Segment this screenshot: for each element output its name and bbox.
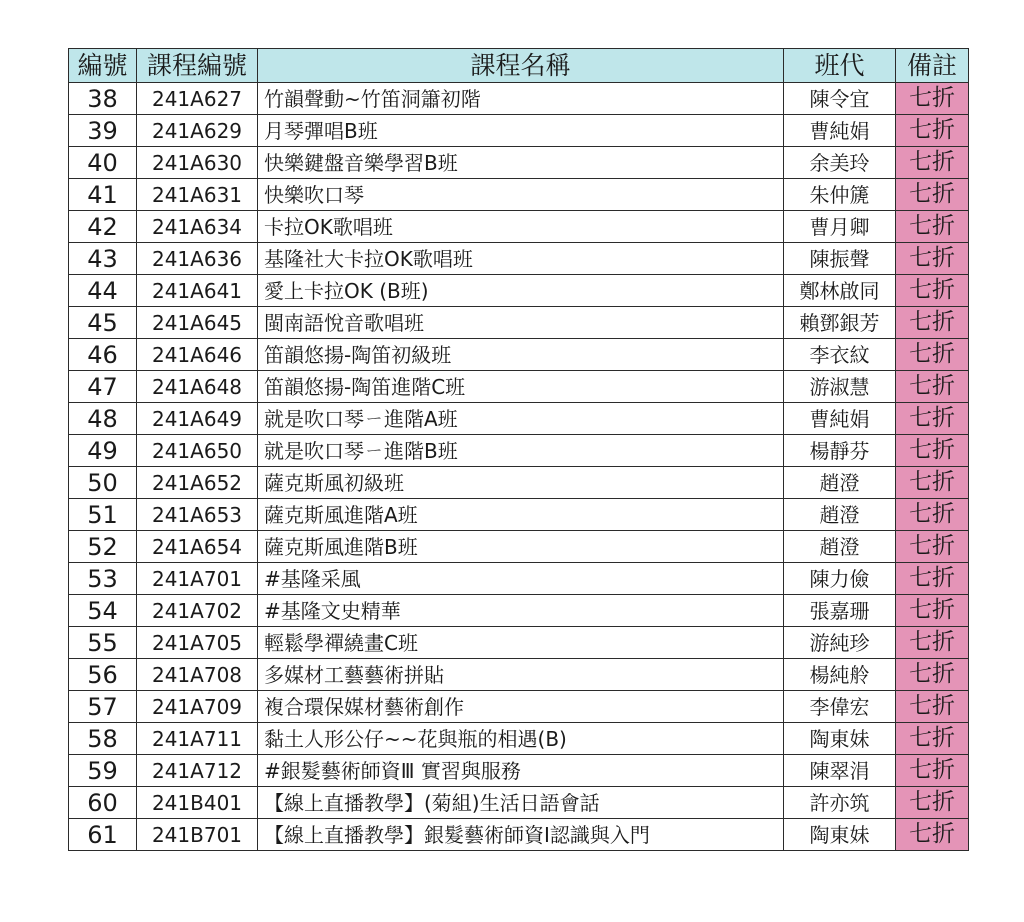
course-name: 閩南語悅音歌唱班 bbox=[258, 307, 784, 339]
course-code: 241A648 bbox=[137, 371, 258, 403]
course-code: 241A627 bbox=[137, 83, 258, 115]
table-row bbox=[69, 307, 969, 339]
row-number: 43 bbox=[69, 243, 137, 275]
discount-note: 七折 bbox=[896, 691, 969, 723]
row-number: 54 bbox=[69, 595, 137, 627]
course-code: 241A712 bbox=[137, 755, 258, 787]
discount-note: 七折 bbox=[896, 243, 969, 275]
header-course-code: 課程編號 bbox=[137, 49, 258, 83]
course-code: 241A705 bbox=[137, 627, 258, 659]
class-representative: 曹純娟 bbox=[784, 403, 896, 435]
course-code: 241A652 bbox=[137, 467, 258, 499]
table-row bbox=[69, 467, 969, 499]
table-header bbox=[69, 49, 969, 83]
discount-note: 七折 bbox=[896, 755, 969, 787]
row-number: 61 bbox=[69, 819, 137, 851]
row-number: 41 bbox=[69, 179, 137, 211]
table-row bbox=[69, 755, 969, 787]
header-class-representative: 班代 bbox=[784, 49, 896, 83]
table-row bbox=[69, 595, 969, 627]
table-row bbox=[69, 403, 969, 435]
course-code: 241A711 bbox=[137, 723, 258, 755]
course-name: #基隆文史精華 bbox=[258, 595, 784, 627]
discount-note: 七折 bbox=[896, 115, 969, 147]
table-row bbox=[69, 691, 969, 723]
row-number: 38 bbox=[69, 83, 137, 115]
table-row bbox=[69, 371, 969, 403]
course-name: 黏土人形公仔~~花與瓶的相遇(B) bbox=[258, 723, 784, 755]
course-name: 薩克斯風初級班 bbox=[258, 467, 784, 499]
class-representative: 賴鄧銀芳 bbox=[784, 307, 896, 339]
discount-note: 七折 bbox=[896, 499, 969, 531]
row-number: 59 bbox=[69, 755, 137, 787]
discount-note: 七折 bbox=[896, 723, 969, 755]
class-representative: 陳令宜 bbox=[784, 83, 896, 115]
course-code: 241A636 bbox=[137, 243, 258, 275]
row-number: 52 bbox=[69, 531, 137, 563]
course-name: 【線上直播教學】銀髮藝術師資Ⅰ認識與入門 bbox=[258, 819, 784, 851]
discount-note: 七折 bbox=[896, 659, 969, 691]
class-representative: 游淑慧 bbox=[784, 371, 896, 403]
row-number: 45 bbox=[69, 307, 137, 339]
course-name: 薩克斯風進階B班 bbox=[258, 531, 784, 563]
class-representative: 楊靜芬 bbox=[784, 435, 896, 467]
course-code: 241A631 bbox=[137, 179, 258, 211]
class-representative: 楊純舲 bbox=[784, 659, 896, 691]
header-course-name: 課程名稱 bbox=[258, 49, 784, 83]
table-row bbox=[69, 275, 969, 307]
course-code: 241A641 bbox=[137, 275, 258, 307]
row-number: 47 bbox=[69, 371, 137, 403]
row-number: 57 bbox=[69, 691, 137, 723]
discount-note: 七折 bbox=[896, 307, 969, 339]
course-name: 笛韻悠揚-陶笛進階C班 bbox=[258, 371, 784, 403]
class-representative: 趙澄 bbox=[784, 467, 896, 499]
header-note: 備註 bbox=[896, 49, 969, 83]
course-code: 241A630 bbox=[137, 147, 258, 179]
class-representative: 李偉宏 bbox=[784, 691, 896, 723]
table-body bbox=[69, 83, 969, 851]
discount-note: 七折 bbox=[896, 787, 969, 819]
course-code: 241B401 bbox=[137, 787, 258, 819]
discount-note: 七折 bbox=[896, 211, 969, 243]
discount-note: 七折 bbox=[896, 595, 969, 627]
discount-note: 七折 bbox=[896, 531, 969, 563]
class-representative: 李衣紋 bbox=[784, 339, 896, 371]
discount-note: 七折 bbox=[896, 819, 969, 851]
table-row bbox=[69, 83, 969, 115]
course-name: 笛韻悠揚-陶笛初級班 bbox=[258, 339, 784, 371]
table-row bbox=[69, 499, 969, 531]
row-number: 40 bbox=[69, 147, 137, 179]
row-number: 49 bbox=[69, 435, 137, 467]
class-representative: 趙澄 bbox=[784, 499, 896, 531]
course-name: 快樂吹口琴 bbox=[258, 179, 784, 211]
header-no: 編號 bbox=[69, 49, 137, 83]
discount-note: 七折 bbox=[896, 275, 969, 307]
course-name: 愛上卡拉OK (B班) bbox=[258, 275, 784, 307]
course-code: 241A701 bbox=[137, 563, 258, 595]
table-row bbox=[69, 211, 969, 243]
class-representative: 張嘉珊 bbox=[784, 595, 896, 627]
table-row bbox=[69, 435, 969, 467]
table-row bbox=[69, 787, 969, 819]
class-representative: 鄭林啟同 bbox=[784, 275, 896, 307]
course-code: 241A649 bbox=[137, 403, 258, 435]
table-row bbox=[69, 627, 969, 659]
course-name: 卡拉OK歌唱班 bbox=[258, 211, 784, 243]
row-number: 51 bbox=[69, 499, 137, 531]
course-name: 竹韻聲動~竹笛洞簫初階 bbox=[258, 83, 784, 115]
class-representative: 許亦筑 bbox=[784, 787, 896, 819]
course-name: 月琴彈唱B班 bbox=[258, 115, 784, 147]
class-representative: 陳力儉 bbox=[784, 563, 896, 595]
course-name: 就是吹口琴ㄧ進階A班 bbox=[258, 403, 784, 435]
table-row bbox=[69, 563, 969, 595]
class-representative: 余美玲 bbox=[784, 147, 896, 179]
class-representative: 陶東妹 bbox=[784, 723, 896, 755]
course-code: 241A654 bbox=[137, 531, 258, 563]
row-number: 44 bbox=[69, 275, 137, 307]
course-code: 241A702 bbox=[137, 595, 258, 627]
discount-note: 七折 bbox=[896, 467, 969, 499]
discount-note: 七折 bbox=[896, 403, 969, 435]
course-code: 241A650 bbox=[137, 435, 258, 467]
class-representative: 曹月卿 bbox=[784, 211, 896, 243]
discount-note: 七折 bbox=[896, 563, 969, 595]
course-code: 241A708 bbox=[137, 659, 258, 691]
row-number: 46 bbox=[69, 339, 137, 371]
header-row bbox=[69, 49, 969, 83]
class-representative: 朱仲篪 bbox=[784, 179, 896, 211]
row-number: 53 bbox=[69, 563, 137, 595]
discount-note: 七折 bbox=[896, 147, 969, 179]
row-number: 60 bbox=[69, 787, 137, 819]
row-number: 48 bbox=[69, 403, 137, 435]
row-number: 42 bbox=[69, 211, 137, 243]
row-number: 39 bbox=[69, 115, 137, 147]
class-representative: 曹純娟 bbox=[784, 115, 896, 147]
discount-note: 七折 bbox=[896, 339, 969, 371]
class-representative: 陳翠涓 bbox=[784, 755, 896, 787]
course-code: 241A634 bbox=[137, 211, 258, 243]
course-code: 241A645 bbox=[137, 307, 258, 339]
course-code: 241B701 bbox=[137, 819, 258, 851]
table-row bbox=[69, 339, 969, 371]
course-name: 多媒材工藝藝術拼貼 bbox=[258, 659, 784, 691]
course-name: #銀髮藝術師資Ⅲ 實習與服務 bbox=[258, 755, 784, 787]
table-row bbox=[69, 723, 969, 755]
course-name: 複合環保媒材藝術創作 bbox=[258, 691, 784, 723]
course-table bbox=[68, 48, 969, 851]
course-name: 輕鬆學禪繞畫C班 bbox=[258, 627, 784, 659]
class-representative: 趙澄 bbox=[784, 531, 896, 563]
class-representative: 游純珍 bbox=[784, 627, 896, 659]
table-row bbox=[69, 531, 969, 563]
table-row bbox=[69, 115, 969, 147]
table-row bbox=[69, 147, 969, 179]
discount-note: 七折 bbox=[896, 179, 969, 211]
table-row bbox=[69, 819, 969, 851]
table-row bbox=[69, 659, 969, 691]
course-name: 快樂鍵盤音樂學習B班 bbox=[258, 147, 784, 179]
row-number: 50 bbox=[69, 467, 137, 499]
row-number: 56 bbox=[69, 659, 137, 691]
class-representative: 陳振聲 bbox=[784, 243, 896, 275]
course-name: 基隆社大卡拉OK歌唱班 bbox=[258, 243, 784, 275]
table-row bbox=[69, 179, 969, 211]
course-code: 241A709 bbox=[137, 691, 258, 723]
course-name: 【線上直播教學】(菊組)生活日語會話 bbox=[258, 787, 784, 819]
row-number: 58 bbox=[69, 723, 137, 755]
row-number: 55 bbox=[69, 627, 137, 659]
discount-note: 七折 bbox=[896, 371, 969, 403]
course-code: 241A629 bbox=[137, 115, 258, 147]
course-name: 就是吹口琴ㄧ進階B班 bbox=[258, 435, 784, 467]
class-representative: 陶東妹 bbox=[784, 819, 896, 851]
course-name: 薩克斯風進階A班 bbox=[258, 499, 784, 531]
course-code: 241A646 bbox=[137, 339, 258, 371]
discount-note: 七折 bbox=[896, 435, 969, 467]
course-code: 241A653 bbox=[137, 499, 258, 531]
course-name: #基隆采風 bbox=[258, 563, 784, 595]
discount-note: 七折 bbox=[896, 627, 969, 659]
discount-note: 七折 bbox=[896, 83, 969, 115]
table-row bbox=[69, 243, 969, 275]
